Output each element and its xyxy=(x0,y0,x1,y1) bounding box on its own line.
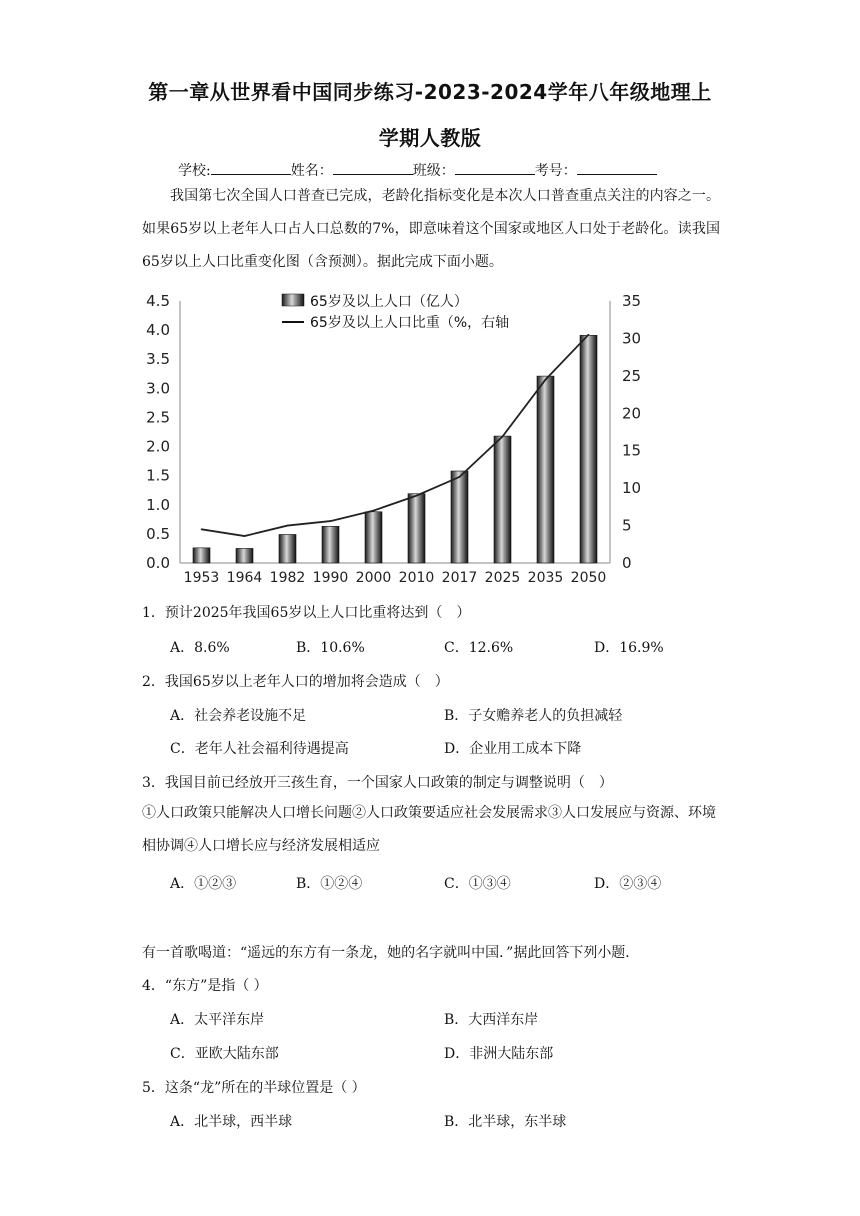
y-left-tick-label: 1.0 xyxy=(146,495,170,514)
ratio-point xyxy=(459,476,461,478)
q3-option-c[interactable]: C．①③④ xyxy=(444,876,511,892)
q2-option-b[interactable]: B．子女赡养老人的负担减轻 xyxy=(444,708,623,724)
name-blank xyxy=(333,160,413,175)
bar xyxy=(279,534,296,563)
ratio-series-line xyxy=(202,335,589,536)
bar xyxy=(193,548,210,563)
q4-option-b[interactable]: B．大西洋东岸 xyxy=(444,1012,539,1028)
x-tick-label: 1953 xyxy=(183,570,220,586)
question-1-stem: 1．预计2025年我国65岁以上人口比重将达到（ ） xyxy=(142,605,471,621)
y-right-tick-label: 5 xyxy=(622,516,632,535)
x-tick-label: 2050 xyxy=(570,570,607,586)
y-right-tick-label: 20 xyxy=(622,404,642,423)
name-label: 姓名： xyxy=(290,163,333,179)
q1-option-c[interactable]: C．12.6% xyxy=(444,640,514,656)
y-right-tick-label: 25 xyxy=(622,366,642,385)
school-blank xyxy=(211,160,291,175)
q1-option-d[interactable]: D．16.9% xyxy=(594,640,664,656)
school-label: 学校: xyxy=(178,163,211,179)
bar xyxy=(365,512,382,563)
x-tick-label: 1964 xyxy=(226,570,263,586)
question-3-statements: ①人口政策只能解决人口增长问题②人口政策要适应社会发展需求③人口发展应与资源、环境相协调④人口增长应与经济发展相适应 xyxy=(142,805,716,854)
q4-option-d[interactable]: D．非洲大陆东部 xyxy=(444,1046,554,1062)
bar xyxy=(236,548,253,563)
bar xyxy=(580,335,597,563)
bar xyxy=(408,494,425,563)
q5-option-a[interactable]: A．北半球，西半球 xyxy=(170,1114,293,1130)
ratio-point xyxy=(588,334,590,336)
x-tick-label: 2010 xyxy=(398,570,435,586)
q2-option-c[interactable]: C．老年人社会福利待遇提高 xyxy=(170,741,349,757)
ratio-point xyxy=(201,529,203,531)
y-left-tick-label: 4.0 xyxy=(146,321,170,340)
x-tick-label: 2025 xyxy=(484,570,521,586)
bar xyxy=(322,526,339,563)
class-blank xyxy=(455,160,535,175)
number-label: 考号： xyxy=(534,163,577,179)
question-5-stem: 5．这条“龙”所在的半球位置是（ ） xyxy=(142,1080,366,1096)
y-left-tick-label: 1.5 xyxy=(146,466,170,485)
q1-option-a[interactable]: A．8.6% xyxy=(170,640,230,656)
question-2-stem: 2．我国65岁以上老年人口的增加将会造成（ ） xyxy=(142,674,449,690)
bar xyxy=(537,376,554,563)
ratio-point xyxy=(244,535,246,537)
q3-option-b[interactable]: B．①②④ xyxy=(296,876,363,892)
q4-option-a[interactable]: A．太平洋东岸 xyxy=(170,1012,265,1028)
y-right-tick-label: 30 xyxy=(622,329,642,348)
y-right-tick-label: 15 xyxy=(622,441,642,460)
y-left-tick-label: 3.0 xyxy=(146,379,170,398)
legend-line-label: 65岁及以上人口比重（%，右轴 xyxy=(310,315,510,331)
population-aging-chart xyxy=(140,285,660,590)
class-label: 班级： xyxy=(412,163,455,179)
passage-intro: 我国第七次全国人口普查已完成，老龄化指标变化是本次人口普查重点关注的内容之一。如果65岁以上老年人口占人口总数的7%，即意味着这个国家或地区人口处于老龄化。读我国65岁以上人口比重变化图（含预测）。据此完成下面小题。 xyxy=(142,188,720,270)
x-tick-label: 2017 xyxy=(441,570,478,586)
bar xyxy=(494,436,511,563)
y-left-tick-label: 2.5 xyxy=(146,408,170,427)
q2-option-d[interactable]: D．企业用工成本下降 xyxy=(444,741,582,757)
question-4-stem: 4．“东方”是指（ ） xyxy=(142,978,268,994)
q3-option-a[interactable]: A．①②③ xyxy=(170,876,237,892)
ratio-point xyxy=(416,495,418,497)
x-tick-label: 1990 xyxy=(312,570,349,586)
number-blank xyxy=(577,160,657,175)
q4-option-c[interactable]: C．亚欧大陆东部 xyxy=(170,1046,279,1062)
y-left-tick-label: 4.5 xyxy=(146,292,170,310)
ratio-point xyxy=(502,436,504,438)
ratio-point xyxy=(287,525,289,527)
y-left-tick-label: 0.5 xyxy=(146,524,170,543)
q2-option-a[interactable]: A．社会养老设施不足 xyxy=(170,708,307,724)
x-tick-label: 2035 xyxy=(527,570,564,586)
page-title-line-2: 学期人教版 xyxy=(378,126,482,150)
x-tick-label: 2000 xyxy=(355,570,392,586)
y-right-tick-label: 0 xyxy=(622,554,632,572)
ratio-point xyxy=(373,510,375,512)
y-left-tick-label: 3.5 xyxy=(146,350,170,369)
q5-option-b[interactable]: B．北半球，东半球 xyxy=(444,1114,567,1130)
y-right-tick-label: 10 xyxy=(622,479,642,498)
passage-dragon-song: 有一首歌喝道：“遥远的东方有一条龙，她的名字就叫中国．”据此回答下列小题． xyxy=(142,945,640,961)
q3-option-d[interactable]: D．②③④ xyxy=(594,876,662,892)
x-tick-label: 1982 xyxy=(269,570,306,586)
y-left-tick-label: 0.0 xyxy=(146,554,170,572)
y-left-tick-label: 2.0 xyxy=(146,437,170,456)
question-3-stem: 3．我国目前已经放开三孩生育，一个国家人口政策的制定与调整说明（ ） xyxy=(142,775,613,791)
ratio-point xyxy=(545,379,547,381)
ratio-point xyxy=(330,520,332,522)
q1-option-b[interactable]: B．10.6% xyxy=(296,640,365,656)
legend-bar-label: 65岁及以上人口（亿人） xyxy=(310,294,468,310)
legend-bar-swatch xyxy=(282,294,304,306)
bar xyxy=(451,471,468,563)
page-title-line-1: 第一章从世界看中国同步练习-2023-2024学年八年级地理上 xyxy=(148,80,712,104)
student-info-line xyxy=(178,160,657,180)
y-right-tick-label: 35 xyxy=(622,292,642,310)
